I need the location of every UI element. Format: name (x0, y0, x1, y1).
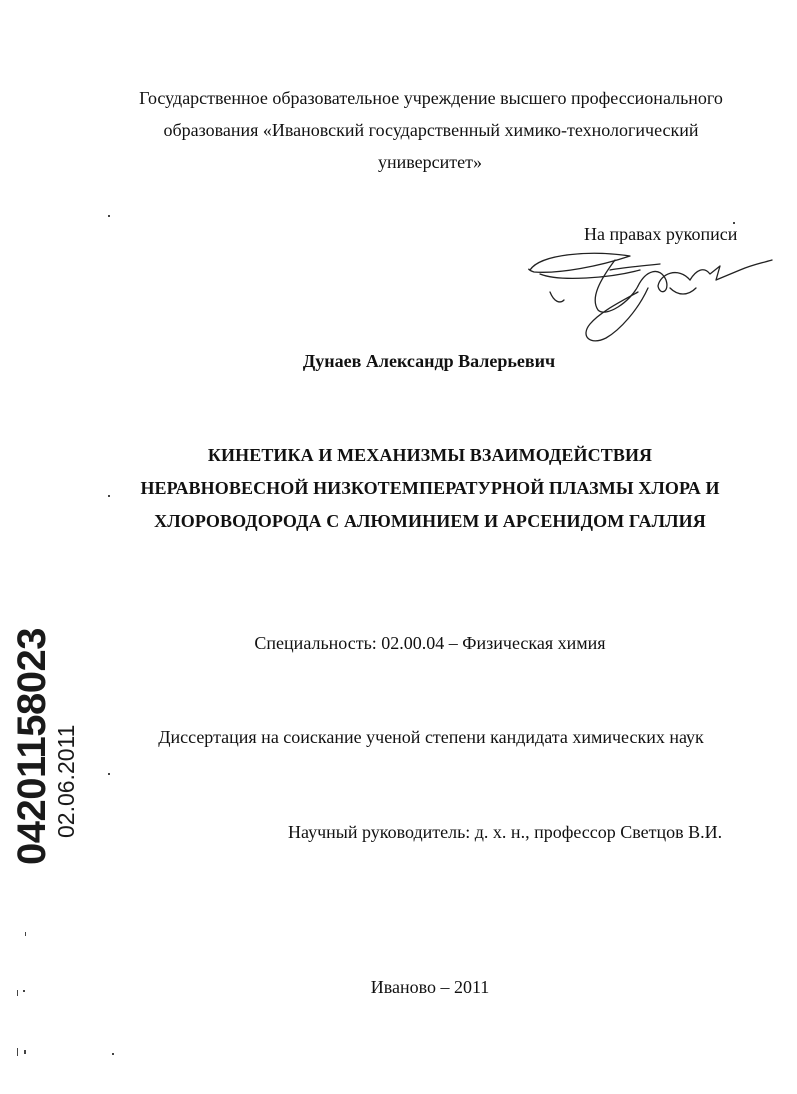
scan-speck (25, 932, 26, 936)
scan-speck (108, 215, 110, 217)
scan-speck (733, 222, 735, 224)
scan-speck (24, 1050, 26, 1054)
scan-speck (108, 495, 110, 497)
scan-speck (23, 990, 25, 992)
scan-speck (112, 1053, 114, 1055)
specialty: Специальность: 02.00.04 – Физическая химия (254, 633, 606, 653)
scan-speck (17, 990, 18, 996)
organization-line-1: Государственное образовательное учреждение высшего профессионального (139, 88, 723, 108)
scan-speck (17, 1048, 18, 1056)
dissertation-degree: Диссертация на соискание ученой степени кандидата химических наук (158, 727, 704, 747)
author-name: Дунаев Александр Валерьевич (302, 351, 556, 371)
library-stamp-code: 04201158023 (10, 628, 54, 865)
dissertation-title-line-3: ХЛОРОВОДОРОДА С АЛЮМИНИЕМ И АРСЕНИДОМ ГАЛЛИЯ (154, 511, 706, 531)
city-and-year: Иваново – 2011 (370, 977, 490, 997)
organization-line-2: образования «Ивановский государственный химико-технологический (163, 120, 699, 140)
dissertation-title-line-1: КИНЕТИКА И МЕХАНИЗМЫ ВЗАИМОДЕЙСТВИЯ (207, 445, 653, 465)
scientific-supervisor: Научный руководитель: д. х. н., профессор Светцов В.И. (288, 822, 723, 842)
organization-line-3: университет» (378, 152, 482, 172)
manuscript-rights-note: На правах рукописи (584, 224, 738, 244)
dissertation-title-line-2: НЕРАВНОВЕСНОЙ НИЗКОТЕМПЕРАТУРНОЙ ПЛАЗМЫ ХЛОРА И (140, 478, 720, 498)
handwritten-signature (520, 240, 780, 350)
library-stamp-date: 02.06.2011 (53, 724, 79, 838)
scan-speck (108, 773, 110, 775)
